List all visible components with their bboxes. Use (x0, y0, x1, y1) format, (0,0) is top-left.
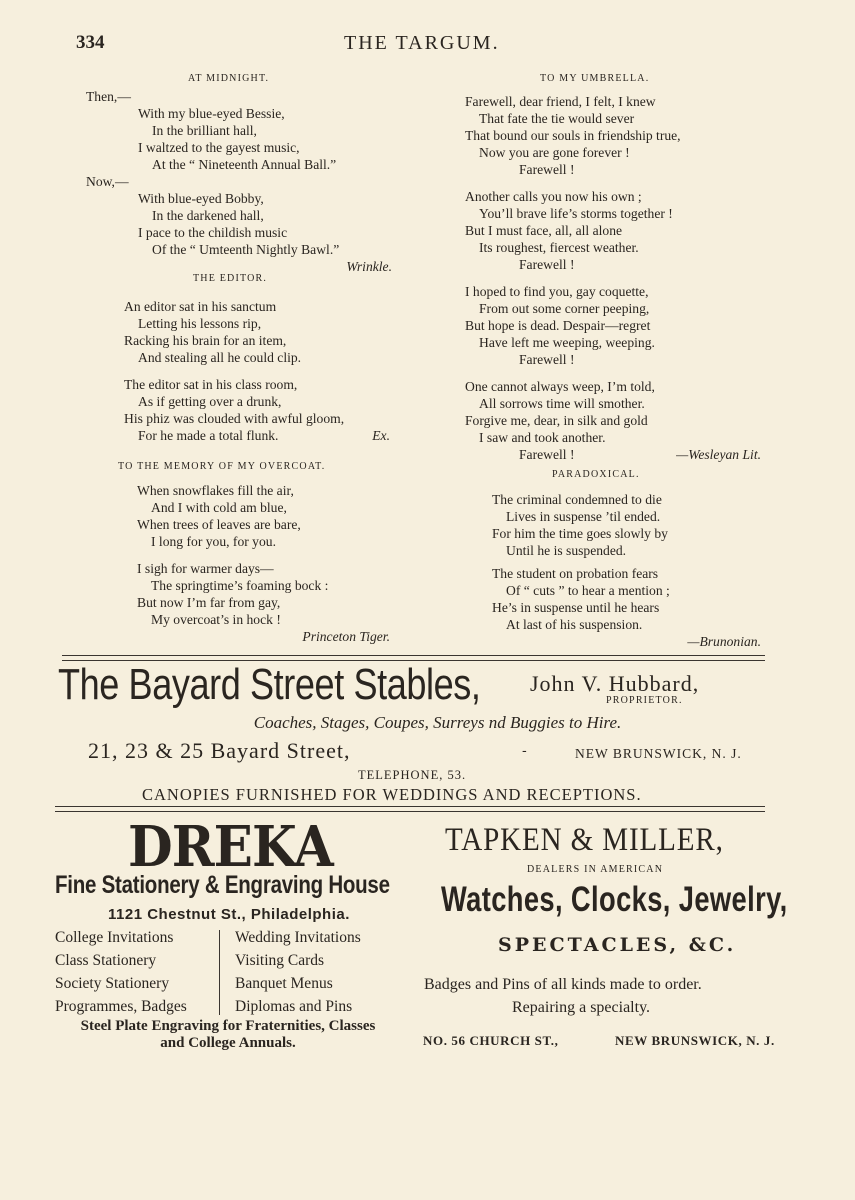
divider-rule (62, 655, 765, 656)
poem-line: Until he is suspended. (506, 543, 627, 558)
dreka-subtitle: Fine Stationery & Engraving House (55, 871, 390, 899)
poem-line: Farewell ! (519, 447, 575, 462)
dreka-footer (52, 1018, 404, 1052)
poem-line: The springtime’s foaming bock : (151, 578, 329, 593)
dreka-address: 1121 Chestnut St., Philadelphia. (108, 906, 350, 923)
poem-line: But now I’m far from gay, (137, 595, 281, 610)
poem-line: Letting his lessons rip, (138, 316, 262, 331)
poem-line: All sorrows time will smother. (479, 396, 645, 411)
poem-line: As if getting over a drunk, (138, 394, 282, 409)
poem-line: The criminal condemned to die (492, 492, 662, 507)
poem-line: I saw and took another. (479, 430, 606, 445)
divider-rule (55, 806, 765, 807)
proprietor-role: PROPRIETOR. (606, 695, 683, 706)
poem-umbrella (465, 70, 761, 463)
poem-line: Another calls you now his own ; (465, 189, 642, 204)
poem-line: For he made a total flunk. (138, 428, 279, 443)
dreka-left-list (55, 926, 187, 1018)
poem-line: I pace to the childish music (138, 225, 288, 240)
poem-line: I long for you, for you. (151, 534, 276, 549)
poem-title: PARADOXICAL. (552, 469, 640, 480)
poem-title: TO MY UMBRELLA. (540, 73, 650, 84)
poem-line: The editor sat in his class room, (124, 377, 298, 392)
list-item: Class Stationery (55, 952, 157, 969)
poem-line: Now,— (86, 174, 129, 189)
tapken-badges: Badges and Pins of all kinds made to order. (424, 976, 702, 993)
poem-line: With my blue-eyed Bessie, (138, 106, 285, 121)
poem-line: Of the “ Umteenth Nightly Bawl.” (152, 242, 340, 257)
stables-city: NEW BRUNSWICK, N. J. (575, 746, 742, 761)
poem-line: I hoped to find you, gay coquette, (465, 284, 649, 299)
poem-line: Lives in suspense ’til ended. (506, 509, 661, 524)
poem-line: He’s in suspense until he hears (492, 600, 660, 615)
stables-canopies: CANOPIES FURNISHED FOR WEDDINGS AND RECEPTIONS. (142, 785, 642, 804)
list-item: College Invitations (55, 929, 174, 946)
poem-line: And stealing all he could clip. (138, 350, 302, 365)
dreka-logo: DREKA (128, 814, 333, 880)
poem-line: Farewell, dear friend, I felt, I knew (465, 94, 656, 109)
poem-the-editor (124, 270, 390, 444)
poem-line: With blue-eyed Bobby, (138, 191, 264, 206)
poem-line: Farewell ! (519, 257, 575, 272)
list-item: Programmes, Badges (55, 998, 187, 1015)
stables-name: The Bayard Street Stables, (58, 660, 481, 709)
poem-title: TO THE MEMORY OF MY OVERCOAT. (118, 461, 326, 472)
poem-signature: —Wesleyan Lit. (676, 447, 761, 462)
dreka-footer-line: Steel Plate Engraving for Fraternities, Classes (80, 1018, 376, 1034)
poem-line: At the “ Nineteenth Annual Ball.” (152, 157, 337, 172)
poem-line: That fate the tie would sever (479, 111, 635, 126)
poem-line: Have left me weeping, weeping. (479, 335, 655, 350)
stables-telephone: TELEPHONE, 53. (358, 768, 467, 782)
poem-at-midnight (86, 70, 392, 275)
list-divider (219, 930, 220, 1015)
poem-line: An editor sat in his sanctum (124, 299, 277, 314)
stables-address: 21, 23 & 25 Bayard Street, (88, 738, 351, 763)
poem-line: But I must face, all, all alone (465, 223, 623, 238)
list-item: Diplomas and Pins (235, 998, 353, 1015)
poem-title: THE EDITOR. (193, 273, 268, 284)
tapken-goods: Watches, Clocks, Jewelry, (441, 880, 788, 919)
page-number: 334 (76, 32, 105, 53)
poem-overcoat (118, 458, 390, 645)
poem-line: His phiz was clouded with awful gloom, (124, 411, 345, 426)
tapken-spectacles: SPECTACLES, &C. (498, 934, 737, 956)
journal-title: THE TARGUM. (344, 32, 500, 54)
stables-services: Coaches, Stages, Coupes, Surreys nd Buggies to Hire. (253, 713, 622, 732)
poem-line: Of “ cuts ” to hear a mention ; (506, 583, 670, 598)
dreka-right-list (235, 926, 361, 1018)
poem-line: For him the time goes slowly by (492, 526, 668, 541)
poem-line: Then,— (86, 89, 131, 104)
poem-signature: —Brunonian. (687, 634, 761, 649)
dreka-footer-line: and College Annuals. (160, 1035, 296, 1051)
poem-line: When snowflakes fill the air, (137, 483, 294, 498)
list-item: Wedding Invitations (235, 929, 361, 946)
list-item: Society Stationery (55, 975, 170, 992)
poem-line: At last of his suspension. (506, 617, 643, 632)
poem-line: I sigh for warmer days— (137, 561, 274, 576)
poem-line: That bound our souls in friendship true, (465, 128, 681, 143)
poem-signature: Wrinkle. (346, 259, 392, 274)
poem-line: Now you are gone forever ! (479, 145, 630, 160)
poem-line: In the darkened hall, (152, 208, 264, 223)
tapken-address: NO. 56 CHURCH ST., (423, 1033, 559, 1048)
poem-line: In the brilliant hall, (152, 123, 257, 138)
poem-line: Racking his brain for an item, (124, 333, 287, 348)
divider-rule (55, 811, 765, 812)
poem-line: Farewell ! (519, 162, 575, 177)
poem-line: The student on probation fears (492, 566, 659, 581)
tapken-dealers: DEALERS IN AMERICAN (527, 864, 664, 875)
list-item: Banquet Menus (235, 975, 333, 992)
poem-line: When trees of leaves are bare, (137, 517, 301, 532)
tapken-miller-name: TAPKEN & MILLER, (445, 822, 724, 858)
poem-paradoxical (492, 466, 761, 650)
poem-line: I waltzed to the gayest music, (138, 140, 300, 155)
poem-signature: Princeton Tiger. (302, 629, 390, 644)
poem-line: But hope is dead. Despair—regret (465, 318, 651, 333)
poem-line: One cannot always weep, I’m told, (465, 379, 655, 394)
poem-title: AT MIDNIGHT. (188, 73, 270, 84)
proprietor-name: John V. Hubbard, (530, 671, 700, 696)
list-item: Visiting Cards (235, 952, 325, 969)
poem-line: Its roughest, fiercest weather. (479, 240, 639, 255)
tapken-repairing: Repairing a specialty. (512, 999, 651, 1016)
poem-line: From out some corner peeping, (479, 301, 650, 316)
poem-signature: Ex. (372, 428, 390, 443)
poem-line: Forgive me, dear, in silk and gold (465, 413, 648, 428)
stables-dash: - (522, 743, 527, 759)
tapken-city: NEW BRUNSWICK, N. J. (615, 1033, 775, 1048)
poem-line: You’ll brave life’s storms together ! (479, 206, 673, 221)
poem-line: My overcoat’s in hock ! (151, 612, 281, 627)
poem-line: Farewell ! (519, 352, 575, 367)
poem-line: And I with cold am blue, (151, 500, 287, 515)
